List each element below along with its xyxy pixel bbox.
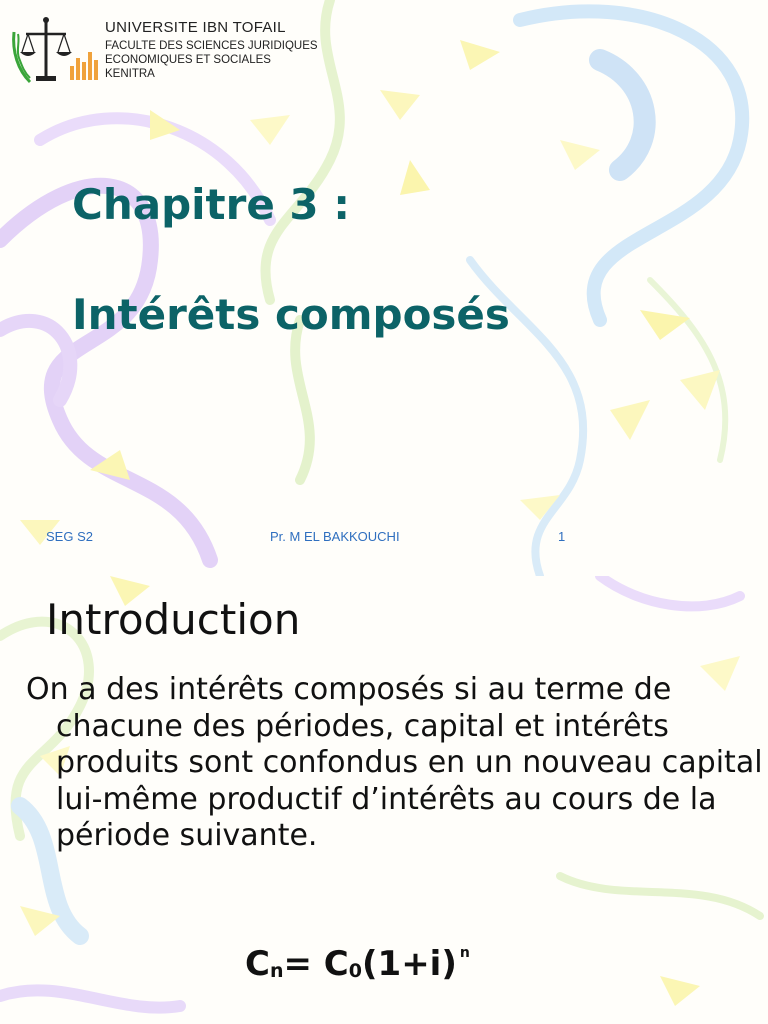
footer-page-number: 1 [558, 529, 566, 544]
compound-interest-formula [245, 944, 470, 984]
faculty-line-2: ECONOMIQUES ET SOCIALES [105, 54, 271, 66]
formula-rhs: (1+i) [362, 944, 457, 984]
formula-lhs-subscript: n [269, 960, 284, 982]
footer-author: Pr. M EL BAKKOUCHI [270, 529, 400, 544]
formula-exponent: n [459, 945, 470, 961]
formula-equals: = C [283, 944, 349, 984]
formula-lhs: C [245, 944, 270, 984]
university-name: UNIVERSITE IBN TOFAIL [105, 19, 286, 36]
faculty-line-1: FACULTE DES SCIENCES JURIDIQUES [105, 40, 318, 52]
footer-course: SEG S2 [46, 529, 93, 544]
chapter-subtitle: Intérêts composés [72, 290, 510, 339]
slide-heading: Introduction [46, 595, 301, 644]
formula-rhs-subscript: 0 [348, 960, 362, 982]
scales-of-justice-icon [10, 12, 100, 86]
chapter-title: Chapitre 3 : [72, 180, 351, 229]
city-name: KENITRA [105, 68, 155, 80]
slide-body-text: On a des intérêts composés si au terme de chacune des périodes, capital et intérêts produits sont confondus en un nouveau capital lui-même productif d’intérêts au cours de la période suivante. [26, 672, 763, 853]
slide-introduction [0, 576, 768, 1024]
